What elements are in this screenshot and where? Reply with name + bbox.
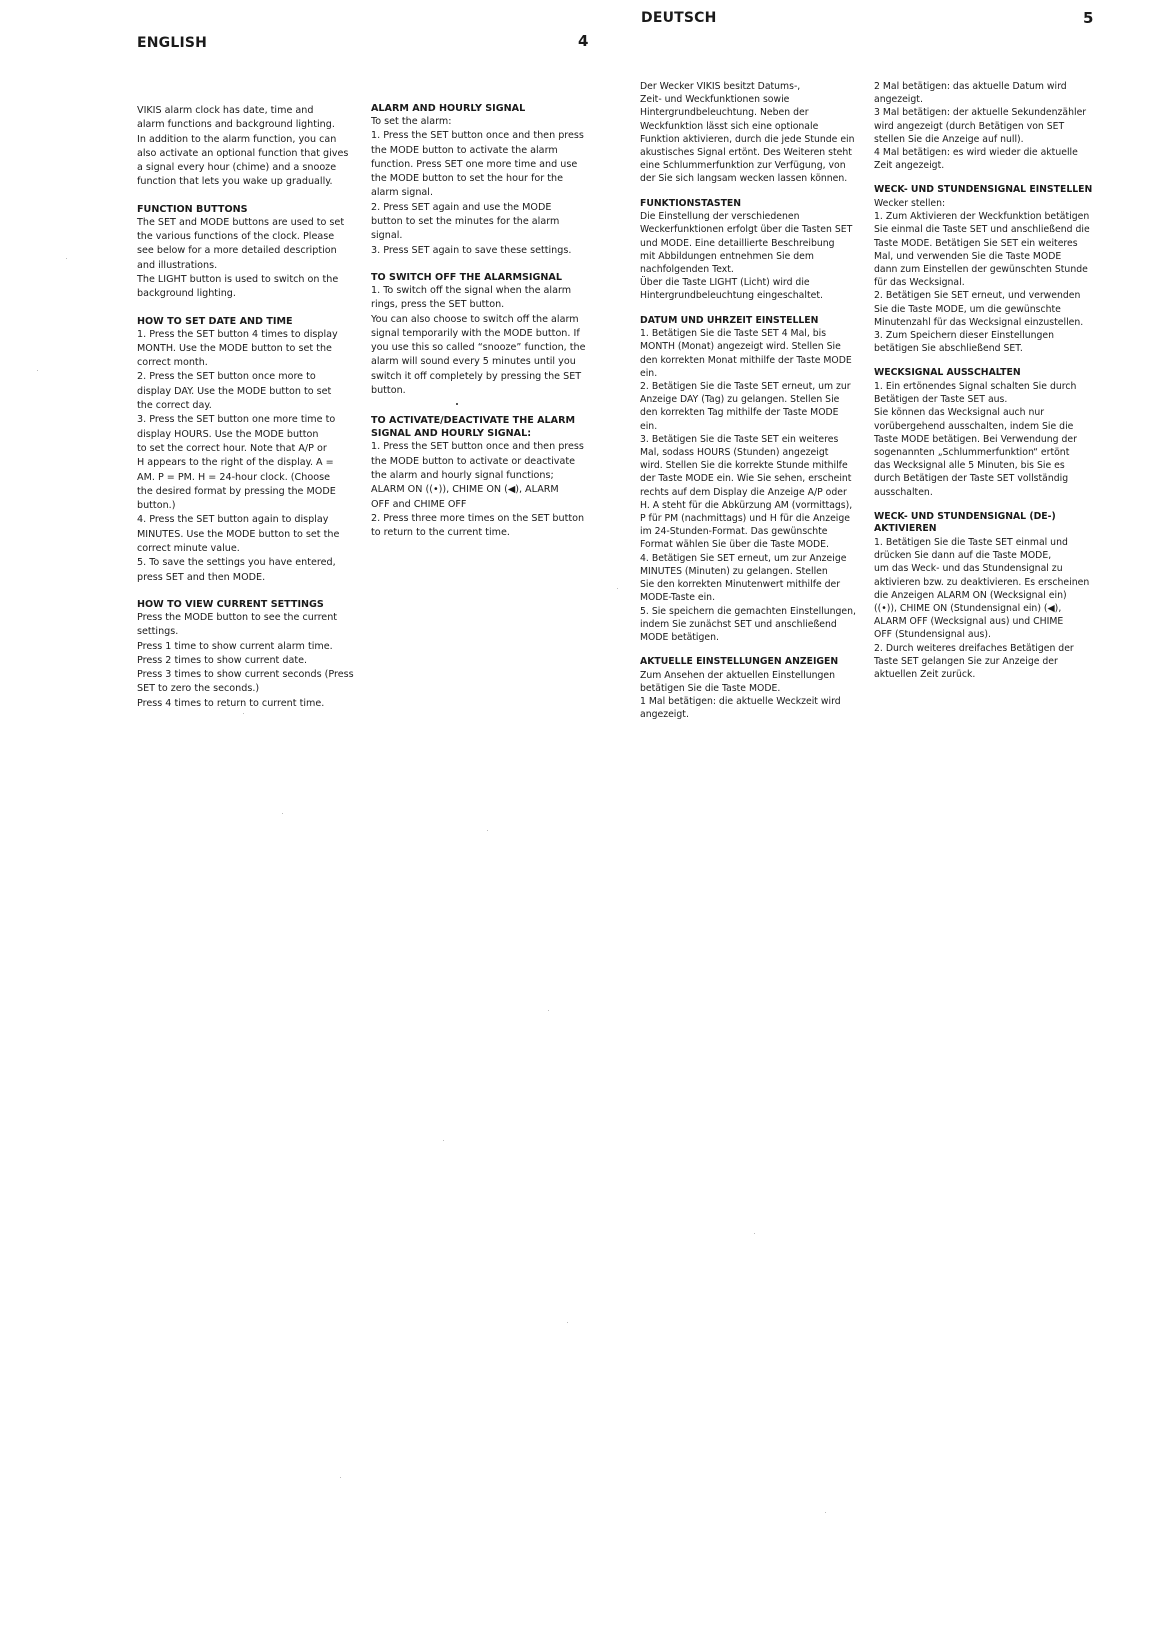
text-line: 4. Press the SET button again to display bbox=[137, 514, 329, 526]
text-line: das Wecksignal alle 5 Minuten, bis Sie es bbox=[874, 460, 1065, 472]
text-line: alarm functions and background lighting. bbox=[137, 119, 335, 131]
text-line: sogenannten „Schlummerfunktion“ ertönt bbox=[874, 447, 1070, 459]
text-line: H appears to the right of the display. A = bbox=[137, 457, 334, 469]
text-line: OFF and CHIME OFF bbox=[371, 498, 467, 510]
text-line: aktivieren bzw. zu deaktivieren. Es erscheinen bbox=[874, 576, 1090, 588]
text-line: 1. Betätigen Sie die Taste SET einmal und bbox=[874, 537, 1068, 549]
text-line: Sie können das Wecksignal auch nur bbox=[874, 407, 1045, 419]
text-line: the correct day. bbox=[137, 400, 212, 412]
text-line: OFF (Stundensignal aus). bbox=[874, 629, 991, 641]
funktionstasten-text bbox=[640, 210, 865, 302]
text-line: the alarm and hourly signal functions; bbox=[371, 469, 554, 481]
text-line: SET to zero the seconds.) bbox=[137, 683, 260, 695]
text-line: function. Press SET one more time and use bbox=[371, 158, 578, 170]
scan-speck bbox=[487, 830, 488, 831]
text-line: 5. To save the settings you have entered, bbox=[137, 557, 336, 569]
text-line: switch it off completely by pressing the SET bbox=[371, 370, 582, 382]
scan-speck bbox=[340, 1477, 341, 1478]
text-line: TO ACTIVATE/DEACTIVATE THE ALARM bbox=[371, 415, 576, 427]
text-line: und MODE. Eine detaillierte Beschreibung bbox=[640, 237, 835, 249]
ausschalten-heading: WECKSIGNAL AUSSCHALTEN bbox=[874, 367, 1021, 379]
text-line: 1. Press the SET button 4 times to display bbox=[137, 328, 338, 340]
text-line: alarm will sound every 5 minutes until you bbox=[371, 356, 576, 368]
text-line: 1. Press the SET button once and then press bbox=[371, 130, 584, 142]
text-line: Taste SET gelangen Sie zur Anzeige der bbox=[874, 655, 1058, 667]
text-line: mit Abbildungen entnehmen Sie dem bbox=[640, 250, 814, 262]
aktuelle-heading: AKTUELLE EINSTELLUNGEN ANZEIGEN bbox=[640, 656, 839, 668]
scan-speck bbox=[66, 258, 67, 259]
text-line: 5. Sie speichern die gemachten Einstellungen, bbox=[640, 605, 856, 617]
set-date-time-heading: HOW TO SET DATE AND TIME bbox=[137, 315, 293, 327]
text-line: 2. Betätigen Sie die Taste SET erneut, um zur bbox=[640, 381, 851, 393]
text-line: akustisches Signal ertönt. Des Weiteren steht bbox=[640, 147, 852, 159]
text-line: Taste MODE. Betätigen Sie SET ein weiteres bbox=[874, 237, 1078, 249]
weck-stunden-text bbox=[874, 197, 1099, 355]
text-line: betätigen Sie die Taste MODE. bbox=[640, 682, 781, 694]
text-line: angezeigt. bbox=[874, 94, 923, 106]
activate-heading bbox=[371, 414, 596, 440]
text-line: angezeigt. bbox=[640, 709, 689, 721]
text-line: Zeit angezeigt. bbox=[874, 160, 945, 172]
text-line: um das Weck- und das Stundensignal zu bbox=[874, 563, 1063, 575]
weck-stunden-heading: WECK- UND STUNDENSIGNAL EINSTELLEN bbox=[874, 184, 1093, 196]
text-line: den korrekten Monat mithilfe der Taste MODE bbox=[640, 354, 852, 366]
scan-speck bbox=[37, 370, 38, 371]
text-line: Weckerfunktionen erfolgt über die Tasten SET bbox=[640, 224, 853, 236]
scan-speck bbox=[825, 1512, 826, 1513]
scan-speck bbox=[617, 588, 618, 589]
deutsch-column-2 bbox=[874, 80, 1099, 681]
text-line: 2. Betätigen Sie SET erneut, und verwenden bbox=[874, 290, 1081, 302]
text-line: 1. Press the SET button once and then press bbox=[371, 441, 584, 453]
text-line: 3 Mal betätigen: der aktuelle Sekundenzähler bbox=[874, 107, 1087, 119]
text-line: ALARM ON ((•)), CHIME ON (◀), ALARM bbox=[371, 484, 559, 496]
datum-text bbox=[640, 327, 865, 644]
text-line: Sie die Taste MODE, um die gewünschte bbox=[874, 303, 1061, 315]
text-line: MODE betätigen. bbox=[640, 631, 719, 643]
text-line: Betätigen der Taste SET aus. bbox=[874, 394, 1008, 406]
text-line: signal temporarily with the MODE button. If bbox=[371, 327, 580, 339]
text-line: Weckfunktion lässt sich eine optionale bbox=[640, 120, 819, 132]
datum-heading: DATUM UND UHRZEIT EINSTELLEN bbox=[640, 314, 819, 326]
activate-text bbox=[371, 440, 596, 540]
text-line: Die Einstellung der verschiedenen bbox=[640, 211, 800, 223]
text-line: also activate an optional function that gives bbox=[137, 147, 349, 159]
text-line: 3. Betätigen Sie die Taste SET ein weiteres bbox=[640, 433, 839, 445]
text-line: Sie den korrekten Minutenwert mithilfe der bbox=[640, 579, 841, 591]
switch-off-heading: TO SWITCH OFF THE ALARMSIGNAL bbox=[371, 271, 562, 283]
text-line: button. bbox=[371, 385, 406, 397]
set-date-time-text bbox=[137, 328, 362, 585]
text-line: WECK- UND STUNDENSIGNAL (DE-) bbox=[874, 510, 1056, 522]
text-line: the various functions of the clock. Please bbox=[137, 231, 335, 243]
text-line: ein. bbox=[640, 420, 658, 432]
text-line: a signal every hour (chime) and a snooze bbox=[137, 162, 337, 174]
text-line: Anzeige DAY (Tag) zu gelangen. Stellen Sie bbox=[640, 394, 840, 406]
text-line: the MODE button to set the hour for the bbox=[371, 173, 564, 185]
text-line: 2. Press three more times on the SET button bbox=[371, 512, 585, 524]
page-number-left: 4 bbox=[578, 32, 589, 50]
text-line: display DAY. Use the MODE button to set bbox=[137, 385, 332, 397]
text-line: ein. bbox=[640, 367, 658, 379]
function-buttons-text bbox=[137, 216, 362, 302]
ausschalten-text bbox=[874, 380, 1099, 499]
text-line: Hintergrundbeleuchtung. Neben der bbox=[640, 107, 809, 119]
text-line: 2. Press the SET button once more to bbox=[137, 371, 316, 383]
text-line: settings. bbox=[137, 626, 179, 638]
scan-speck bbox=[456, 403, 458, 405]
text-line: button to set the minutes for the alarm bbox=[371, 216, 560, 228]
text-line: 3. Press SET again to save these settings. bbox=[371, 244, 572, 256]
english-column-1 bbox=[137, 104, 362, 711]
text-line: and illustrations. bbox=[137, 259, 218, 271]
text-line: Wecker stellen: bbox=[874, 198, 946, 210]
text-line: 1 Mal betätigen: die aktuelle Weckzeit wird bbox=[640, 696, 841, 708]
deutsch-column-1 bbox=[640, 80, 865, 722]
text-line: The LIGHT button is used to switch on the bbox=[137, 273, 339, 285]
text-line: 1. Ein ertönendes Signal schalten Sie durch bbox=[874, 381, 1077, 393]
de-intro-block bbox=[640, 80, 865, 186]
text-line: The SET and MODE buttons are used to set bbox=[137, 216, 345, 228]
text-line: alarm signal. bbox=[371, 187, 434, 199]
text-line: function that lets you wake up gradually. bbox=[137, 176, 333, 188]
aktivieren-heading bbox=[874, 511, 1099, 536]
text-line: Zum Ansehen der aktuellen Einstellungen bbox=[640, 669, 836, 681]
text-line: 4. Betätigen Sie SET erneut, um zur Anzeige bbox=[640, 552, 847, 564]
text-line: rings, press the SET button. bbox=[371, 299, 505, 311]
funktionstasten-heading: FUNKTIONSTASTEN bbox=[640, 197, 742, 209]
deutsch-heading: DEUTSCH bbox=[641, 10, 717, 26]
text-line: MONTH (Monat) angezeigt wird. Stellen Sie bbox=[640, 341, 841, 353]
text-line: 1. To switch off the signal when the alarm bbox=[371, 284, 572, 296]
alarm-hourly-heading: ALARM AND HOURLY SIGNAL bbox=[371, 103, 526, 114]
text-line: Mal, und verwenden Sie die Taste MODE bbox=[874, 250, 1062, 262]
text-line: die Anzeigen ALARM ON (Wecksignal ein) bbox=[874, 589, 1067, 601]
scan-speck bbox=[282, 813, 283, 814]
text-line: für das Wecksignal. bbox=[874, 277, 965, 289]
text-line: press SET and then MODE. bbox=[137, 571, 266, 583]
text-line: Format wählen Sie über die Taste MODE. bbox=[640, 539, 829, 551]
text-line: indem Sie zunächst SET und anschließend bbox=[640, 618, 837, 630]
english-heading: ENGLISH bbox=[137, 35, 208, 51]
text-line: MINUTES (Minuten) zu gelangen. Stellen bbox=[640, 565, 828, 577]
text-line: 3. Zum Speichern dieser Einstellungen bbox=[874, 330, 1054, 342]
text-line: wird angezeigt (durch Betätigen von SET bbox=[874, 120, 1065, 132]
text-line: Funktion aktivieren, durch die jede Stunde ein bbox=[640, 133, 855, 145]
text-line: Press 2 times to show current date. bbox=[137, 654, 308, 666]
text-line: You can also choose to switch off the alarm bbox=[371, 313, 579, 325]
text-line: rechts auf dem Display die Anzeige A/P oder bbox=[640, 486, 847, 498]
de-continued-text bbox=[874, 80, 1099, 172]
text-line: 2. Durch weiteres dreifaches Betätigen der bbox=[874, 642, 1074, 654]
text-line: den korrekten Tag mithilfe der Taste MODE bbox=[640, 407, 839, 419]
text-line: eine Schlummerfunktion zur Verfügung, von bbox=[640, 160, 846, 172]
text-line: H. A steht für die Abkürzung AM (vormittags), bbox=[640, 499, 853, 511]
text-line: dann zum Einstellen der gewünschten Stunde bbox=[874, 264, 1088, 276]
text-line: Taste MODE betätigen. Bei Verwendung der bbox=[874, 433, 1077, 445]
text-line: the MODE button to activate the alarm bbox=[371, 144, 558, 156]
text-line: VIKIS alarm clock has date, time and bbox=[137, 105, 314, 116]
function-buttons-heading: FUNCTION BUTTONS bbox=[137, 203, 248, 215]
text-line: correct month. bbox=[137, 357, 208, 369]
text-line: ((•)), CHIME ON (Stundensignal ein) (◀), bbox=[874, 603, 1062, 615]
text-line: betätigen Sie abschließend SET. bbox=[874, 343, 1023, 355]
text-line: der Sie sich langsam wecken lassen können. bbox=[640, 173, 848, 185]
text-line: MODE-Taste ein. bbox=[640, 592, 716, 604]
view-settings-heading: HOW TO VIEW CURRENT SETTINGS bbox=[137, 598, 324, 610]
text-line: 3. Press the SET button one more time to bbox=[137, 414, 336, 426]
text-line: In addition to the alarm function, you can bbox=[137, 133, 337, 145]
text-line: MINUTES. Use the MODE button to set the bbox=[137, 528, 340, 540]
scan-speck bbox=[754, 1233, 755, 1234]
text-line: see below for a more detailed description bbox=[137, 245, 337, 257]
text-line: stellen Sie die Anzeige auf null). bbox=[874, 133, 1024, 145]
text-line: the desired format by pressing the MODE bbox=[137, 485, 336, 497]
text-line: ausschalten. bbox=[874, 486, 933, 498]
text-line: to return to the current time. bbox=[371, 527, 510, 539]
view-settings-text bbox=[137, 611, 362, 711]
text-line: wird. Stellen Sie die korrekte Stunde mithilfe bbox=[640, 460, 848, 472]
text-line: Press 3 times to show current seconds (Press bbox=[137, 669, 354, 681]
text-line: Der Wecker VIKIS besitzt Datums-, bbox=[640, 81, 801, 92]
text-line: to set the correct hour. Note that A/P or bbox=[137, 442, 327, 454]
text-line: Minutenzahl für das Wecksignal einzustellen. bbox=[874, 316, 1084, 328]
text-line: P für PM (nachmittags) und H für die Anzeige bbox=[640, 513, 851, 525]
text-line: background lighting. bbox=[137, 288, 236, 300]
text-line: To set the alarm: bbox=[371, 116, 452, 127]
text-line: Press the MODE button to see the current bbox=[137, 611, 338, 623]
text-line: button.) bbox=[137, 500, 176, 512]
text-line: nachfolgenden Text. bbox=[640, 264, 734, 276]
text-line: 4 Mal betätigen: es wird wieder die aktuelle bbox=[874, 147, 1078, 159]
text-line: Press 4 times to return to current time. bbox=[137, 697, 325, 709]
intro-block bbox=[137, 104, 362, 190]
text-line: durch Betätigen der Taste SET vollständig bbox=[874, 473, 1069, 485]
text-line: aktuellen Zeit zurück. bbox=[874, 669, 976, 681]
text-line: 2 Mal betätigen: das aktuelle Datum wird bbox=[874, 81, 1067, 92]
text-line: 1. Zum Aktivieren der Weckfunktion betätigen bbox=[874, 211, 1090, 223]
text-line: Sie einmal die Taste SET und anschließend die bbox=[874, 224, 1090, 236]
text-line: Zeit- und Weckfunktionen sowie bbox=[640, 94, 790, 106]
text-line: correct minute value. bbox=[137, 543, 240, 555]
text-line: Mal, sodass HOURS (Stunden) angezeigt bbox=[640, 447, 829, 459]
text-line: signal. bbox=[371, 230, 403, 242]
text-line: you use this so called “snooze” function, the bbox=[371, 342, 586, 354]
text-line: Hintergrundbeleuchtung eingeschaltet. bbox=[640, 290, 823, 302]
page-number-right: 5 bbox=[1083, 9, 1094, 27]
text-line: drücken Sie dann auf die Taste MODE, bbox=[874, 550, 1052, 562]
aktuelle-text bbox=[640, 669, 865, 722]
text-line: the MODE button to activate or deactivate bbox=[371, 455, 576, 467]
scan-speck bbox=[243, 713, 244, 714]
text-line: AKTIVIEREN bbox=[874, 523, 937, 535]
english-column-2 bbox=[371, 102, 596, 540]
text-line: ALARM OFF (Wecksignal aus) und CHIME bbox=[874, 616, 1064, 628]
text-line: der Taste MODE ein. Wie Sie sehen, erscheint bbox=[640, 473, 852, 485]
text-line: MONTH. Use the MODE button to set the bbox=[137, 342, 332, 354]
text-line: vorübergehend ausschalten, indem Sie die bbox=[874, 420, 1074, 432]
text-line: Über die Taste LIGHT (Licht) wird die bbox=[640, 277, 810, 289]
scan-speck bbox=[443, 1140, 444, 1141]
text-line: 2. Press SET again and use the MODE bbox=[371, 201, 552, 213]
alarm-hourly-text bbox=[371, 115, 596, 258]
text-line: AM. P = PM. H = 24-hour clock. (Choose bbox=[137, 471, 330, 483]
scan-speck bbox=[567, 1322, 568, 1323]
text-line: 1. Betätigen Sie die Taste SET 4 Mal, bis bbox=[640, 328, 827, 340]
scan-speck bbox=[548, 1010, 549, 1011]
aktivieren-text bbox=[874, 536, 1099, 681]
text-line: im 24-Stunden-Format. Das gewünschte bbox=[640, 526, 828, 538]
text-line: Press 1 time to show current alarm time. bbox=[137, 640, 333, 652]
text-line: display HOURS. Use the MODE button bbox=[137, 428, 319, 440]
text-line: SIGNAL AND HOURLY SIGNAL: bbox=[371, 428, 532, 440]
switch-off-text bbox=[371, 284, 596, 398]
